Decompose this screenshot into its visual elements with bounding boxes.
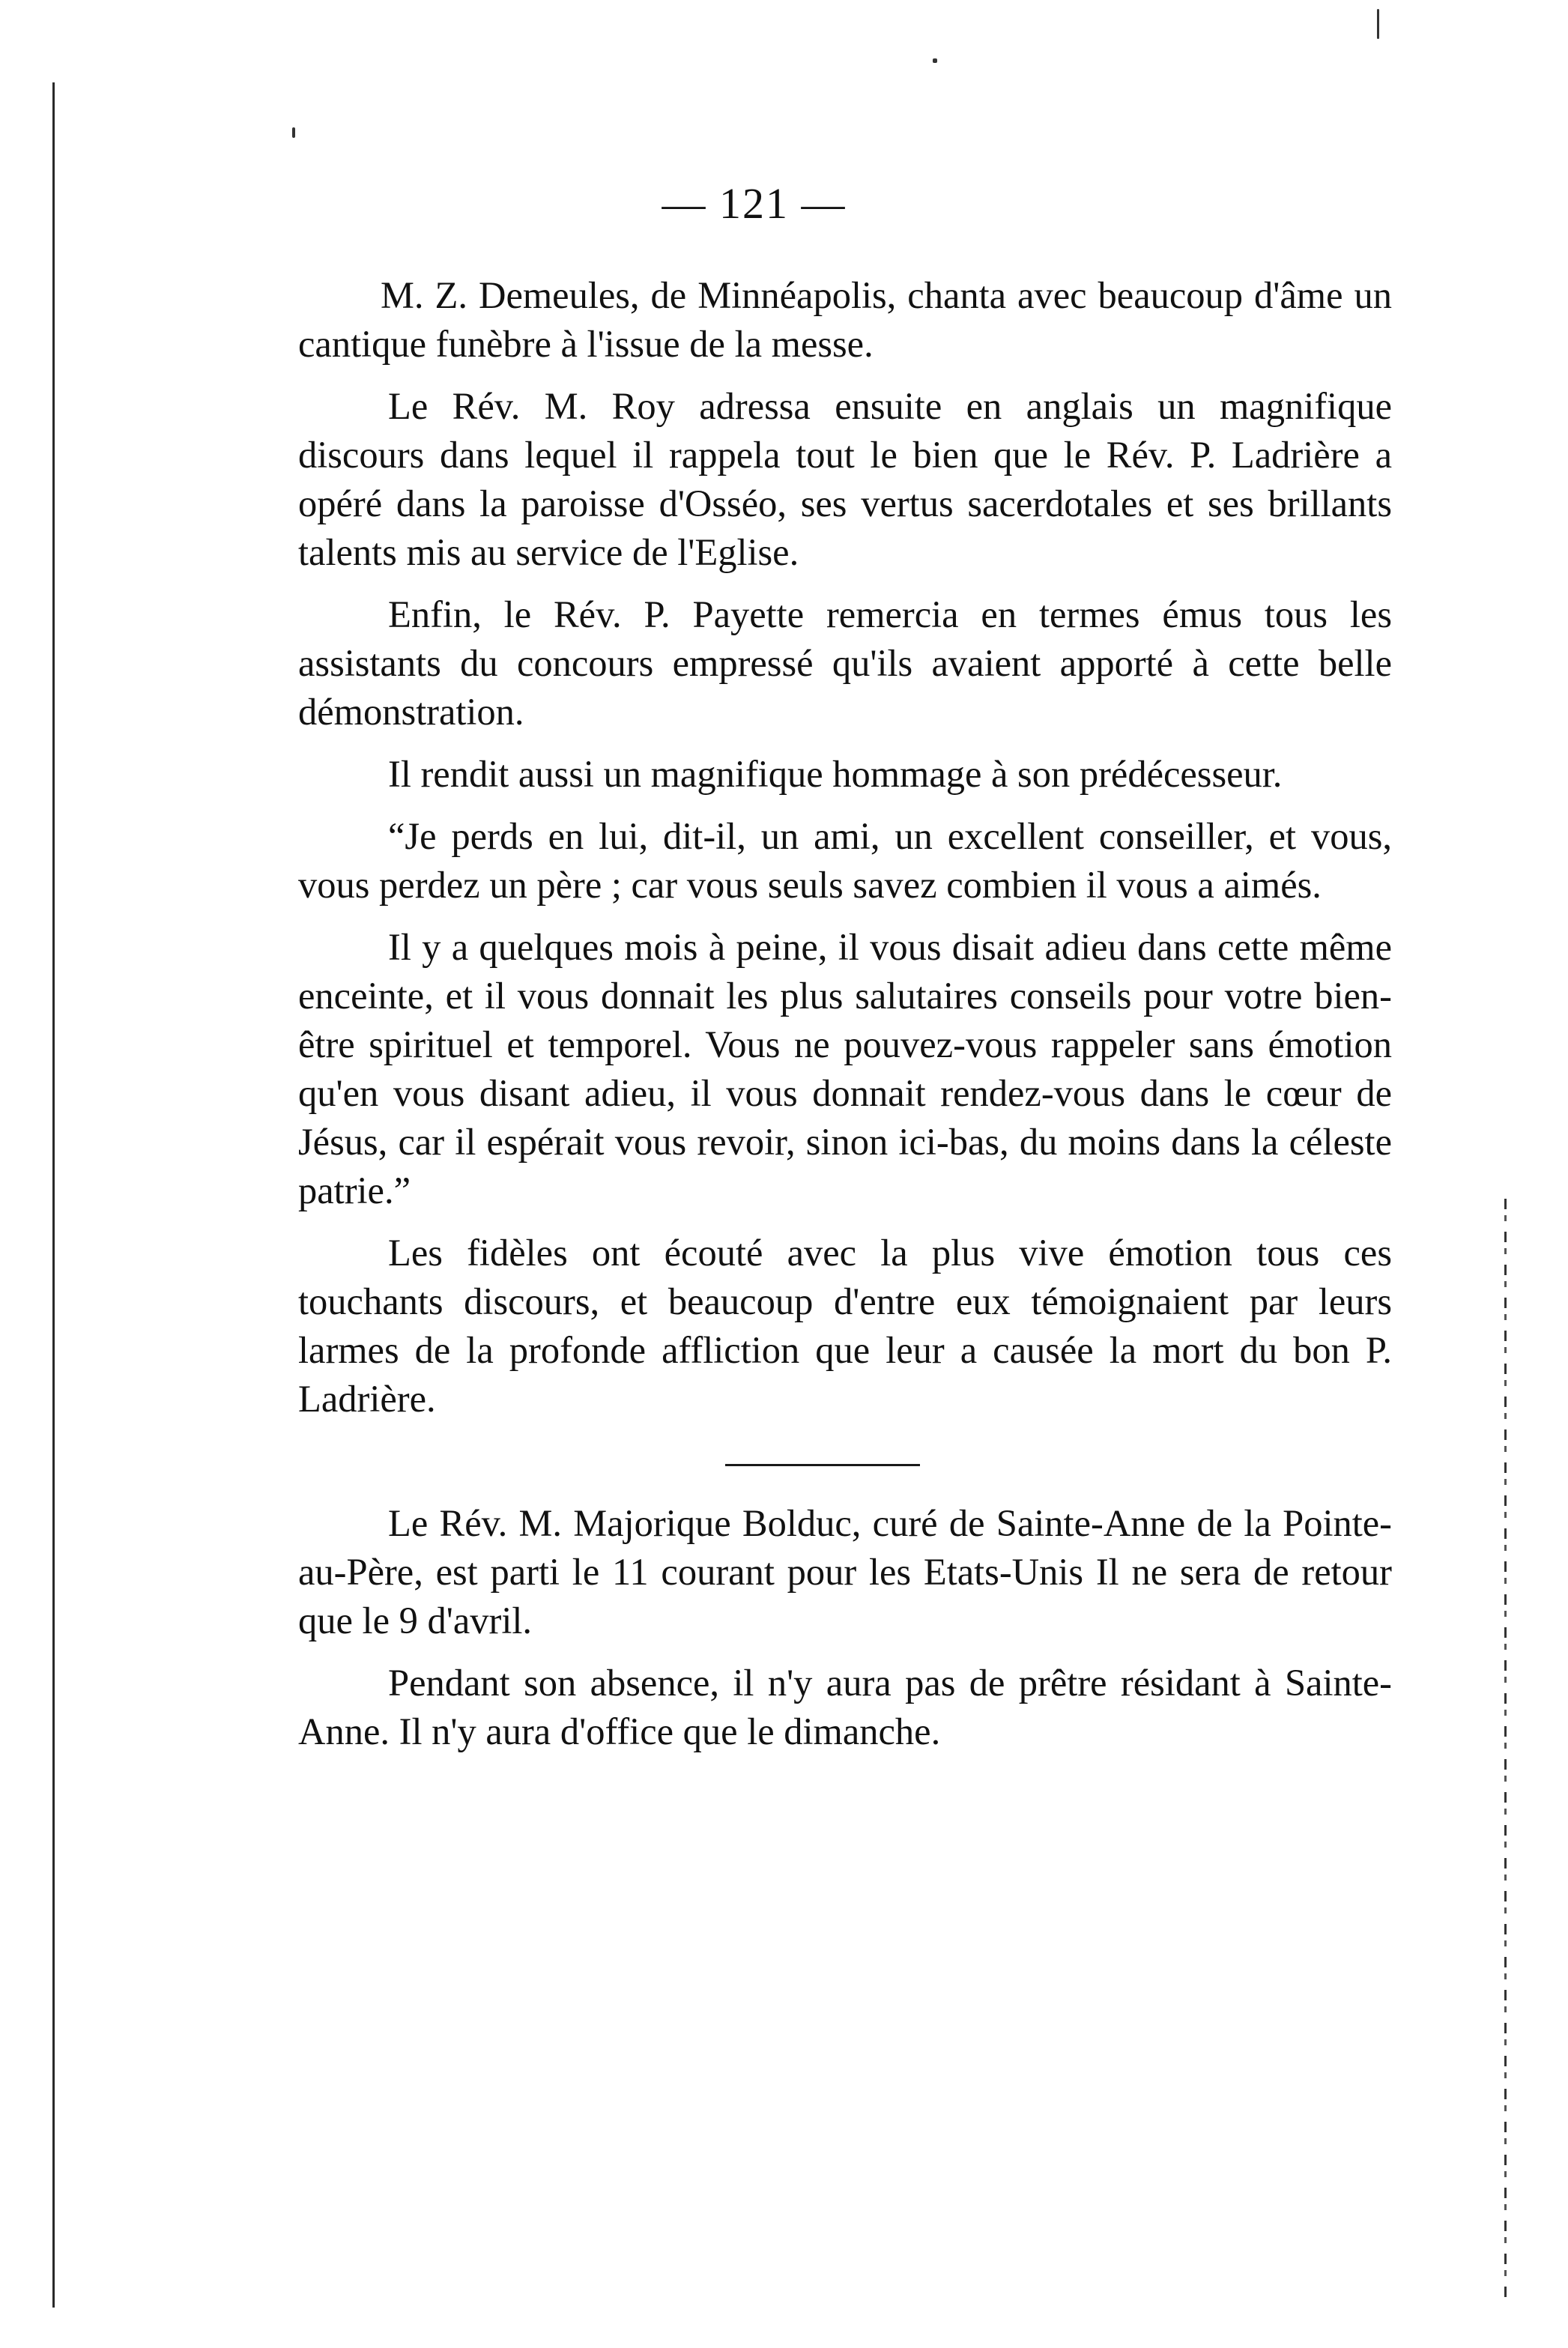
paragraph: Les fidèles ont écouté avec la plus vive émotion tous ces touchants discours, et beaucoup d'entre eux témoignaient par leurs larmes de la profonde affliction que leur a causée la mort du bon P. Ladrière. <box>298 1232 1392 1420</box>
paragraph: Enfin, le Rév. P. Payette remercia en termes émus tous les assistants du concours empressé qu'ils avaient apporté à cette belle démonstration. <box>298 593 1392 733</box>
body-text <box>298 271 1392 1756</box>
paragraph: Pendant son absence, il n'y aura pas de prêtre résidant à Sainte-Anne. Il n'y aura d'office que le dimanche. <box>298 1662 1392 1752</box>
right-margin-rule <box>1504 1199 1507 2300</box>
scan-speck <box>933 58 937 63</box>
scan-speck <box>292 127 295 138</box>
paragraph: Le Rév. M. Roy adressa ensuite en anglais un magnifique discours dans lequel il rappela tout le bien que le Rév. P. Ladrière a opéré dans la paroisse d'Osséo, ses vertus sacerdotales et ses brillants talents mis au service de l'Eglise. <box>298 385 1392 573</box>
paragraph: Il rendit aussi un magnifique hommage à son prédécesseur. <box>388 753 1283 795</box>
section-separator <box>725 1464 920 1466</box>
left-margin-rule <box>52 82 55 2308</box>
paragraph: M. Z. Demeules, de Minnéapolis, chanta avec beaucoup d'âme un cantique funèbre à l'issue de la messe. <box>298 274 1392 365</box>
page-number: — 121 — <box>662 179 847 228</box>
paragraph: Le Rév. M. Majorique Bolduc, curé de Sainte-Anne de la Pointe-au-Père, est parti le 11 courant pour les Etats-Unis Il ne sera de retour que le 9 d'avril. <box>298 1502 1392 1642</box>
quote-paragraph: “Je perds en lui, dit-il, un ami, un excellent conseiller, et vous, vous perdez un père ; car vous seuls savez combien il vous a aimés. <box>298 815 1392 906</box>
quote-paragraph: Il y a quelques mois à peine, il vous disait adieu dans cette même enceinte, et il vous donnait les plus salutaires conseils pour votre bien-être spirituel et temporel. Vous ne pouvez-vous rappeler sans émotion qu'en vous disant adieu, il vous donnait rendez-vous dans le cœur de Jésus, car il espérait vous revoir, sinon ici-bas, du moins dans la céleste patrie.” <box>298 926 1392 1211</box>
scan-speck <box>1377 9 1379 39</box>
